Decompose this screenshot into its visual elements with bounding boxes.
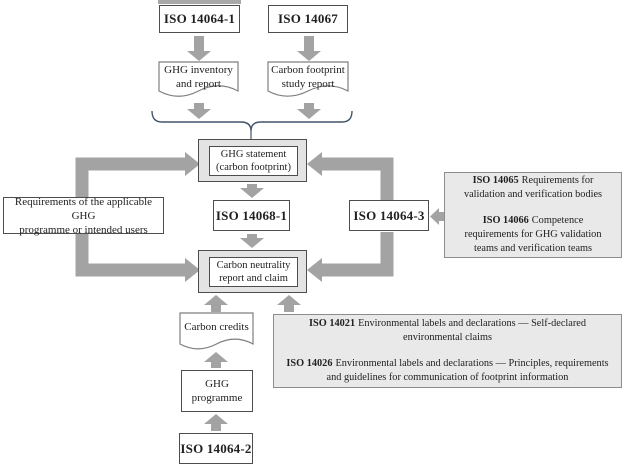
- ghg-inventory-line2: and report: [176, 77, 221, 90]
- panel-item-iso-14021: [284, 317, 611, 345]
- document-ghg-inventory-label: [159, 63, 238, 90]
- box-carbon-neutrality: [198, 250, 307, 293]
- arrow-down-icon-iso14067-to-study: [297, 36, 321, 61]
- ghg-statement-line2: (carbon footprint): [216, 162, 291, 173]
- cropped-edge-artifact: [158, 0, 241, 4]
- box-iso-14064-2-label: ISO 14064-2: [180, 440, 252, 456]
- box-iso-14064-3-label: ISO 14064-3: [353, 207, 425, 223]
- box-iso-14067-label: ISO 14067: [278, 11, 338, 26]
- iso-14026-text: Environmental labels and declarations — Principles, requirements and guidelines for communication of footprint information: [326, 358, 609, 383]
- carbon-credits-text: Carbon credits: [184, 321, 249, 333]
- arrow-down-icon-inventory-to-brace: [187, 103, 211, 119]
- panel-verification-standards: [444, 172, 622, 258]
- carbon-footprint-line2: study report: [281, 77, 335, 90]
- panel-environmental-labels: [273, 314, 622, 388]
- document-carbon-credits-label: [180, 316, 253, 338]
- ghg-programme-line1: GHG: [205, 378, 229, 390]
- box-iso-14064-3: [349, 200, 429, 231]
- iso-14021-text: Environmental labels and declarations — Self-declared environmental claims: [358, 318, 586, 343]
- box-iso-14068-1: [213, 200, 290, 231]
- iso-14021-code: ISO 14021: [309, 318, 356, 329]
- iso-14066-code: ISO 14066: [482, 215, 529, 226]
- carbon-footprint-line1: Carbon footprint: [271, 63, 345, 76]
- elbow-arrow-requirements-to-statement: [82, 152, 200, 197]
- carbon-neutrality-line1: Carbon neutrality: [216, 260, 291, 271]
- panel-item-iso-14026: [284, 357, 611, 385]
- box-iso-14064-1-label: ISO 14064-1: [163, 11, 236, 26]
- box-carbon-neutrality-inner: [209, 257, 298, 287]
- carbon-neutrality-line2: report and claim: [219, 273, 288, 284]
- box-ghg-programme: [181, 370, 253, 412]
- iso-14065-text: Requirements for validation and verification bodies: [463, 175, 603, 200]
- elbow-arrow-iso14064-3-to-neutrality: [307, 232, 387, 282]
- ghg-inventory-line1: GHG inventory: [164, 63, 233, 76]
- ghg-programme-line2: programme: [191, 392, 243, 404]
- panel-item-iso-14066: [455, 214, 611, 256]
- panel-item-iso-14065: [455, 174, 611, 202]
- arrow-up-icon-credits-to-neutrality: [204, 295, 228, 312]
- document-carbon-footprint-study-label: [268, 63, 348, 90]
- arrow-up-icon-programme-to-credits: [204, 352, 228, 368]
- box-iso-14064-2: [179, 433, 253, 464]
- arrow-down-icon-study-to-brace: [297, 103, 321, 119]
- box-ghg-statement: [198, 139, 307, 182]
- box-iso-14064-1: [159, 5, 240, 33]
- elbow-arrow-iso14064-3-to-statement: [307, 152, 387, 200]
- arrow-up-icon-labels-panel-to-neutrality: [277, 295, 301, 312]
- box-iso-14067: [268, 5, 348, 33]
- elbow-arrow-requirements-to-neutrality: [82, 234, 200, 282]
- arrow-left-icon-panel-to-iso14064-3: [430, 208, 444, 225]
- box-requirements: [3, 197, 164, 234]
- arrow-down-icon-iso14068-1-to-neutrality: [240, 234, 264, 248]
- box-iso-14068-1-label: ISO 14068-1: [215, 207, 288, 223]
- iso-14026-code: ISO 14026: [286, 358, 333, 369]
- requirements-line2: programme or intended users: [19, 223, 148, 236]
- iso-14066-text: Competence requirements for GHG validation teams and verification teams: [464, 215, 602, 254]
- ghg-statement-line1: GHG statement: [220, 149, 287, 160]
- arrow-down-icon-iso14064-1-to-inventory: [187, 36, 211, 61]
- arrow-up-icon-iso14064-2-to-programme: [204, 414, 228, 431]
- box-ghg-statement-inner: [209, 146, 298, 176]
- iso-14065-code: ISO 14065: [472, 175, 519, 186]
- arrow-down-icon-statement-to-iso14068-1: [240, 184, 264, 198]
- requirements-line1: Requirements of the applicable GHG: [14, 195, 153, 222]
- brace-icon: [152, 111, 352, 131]
